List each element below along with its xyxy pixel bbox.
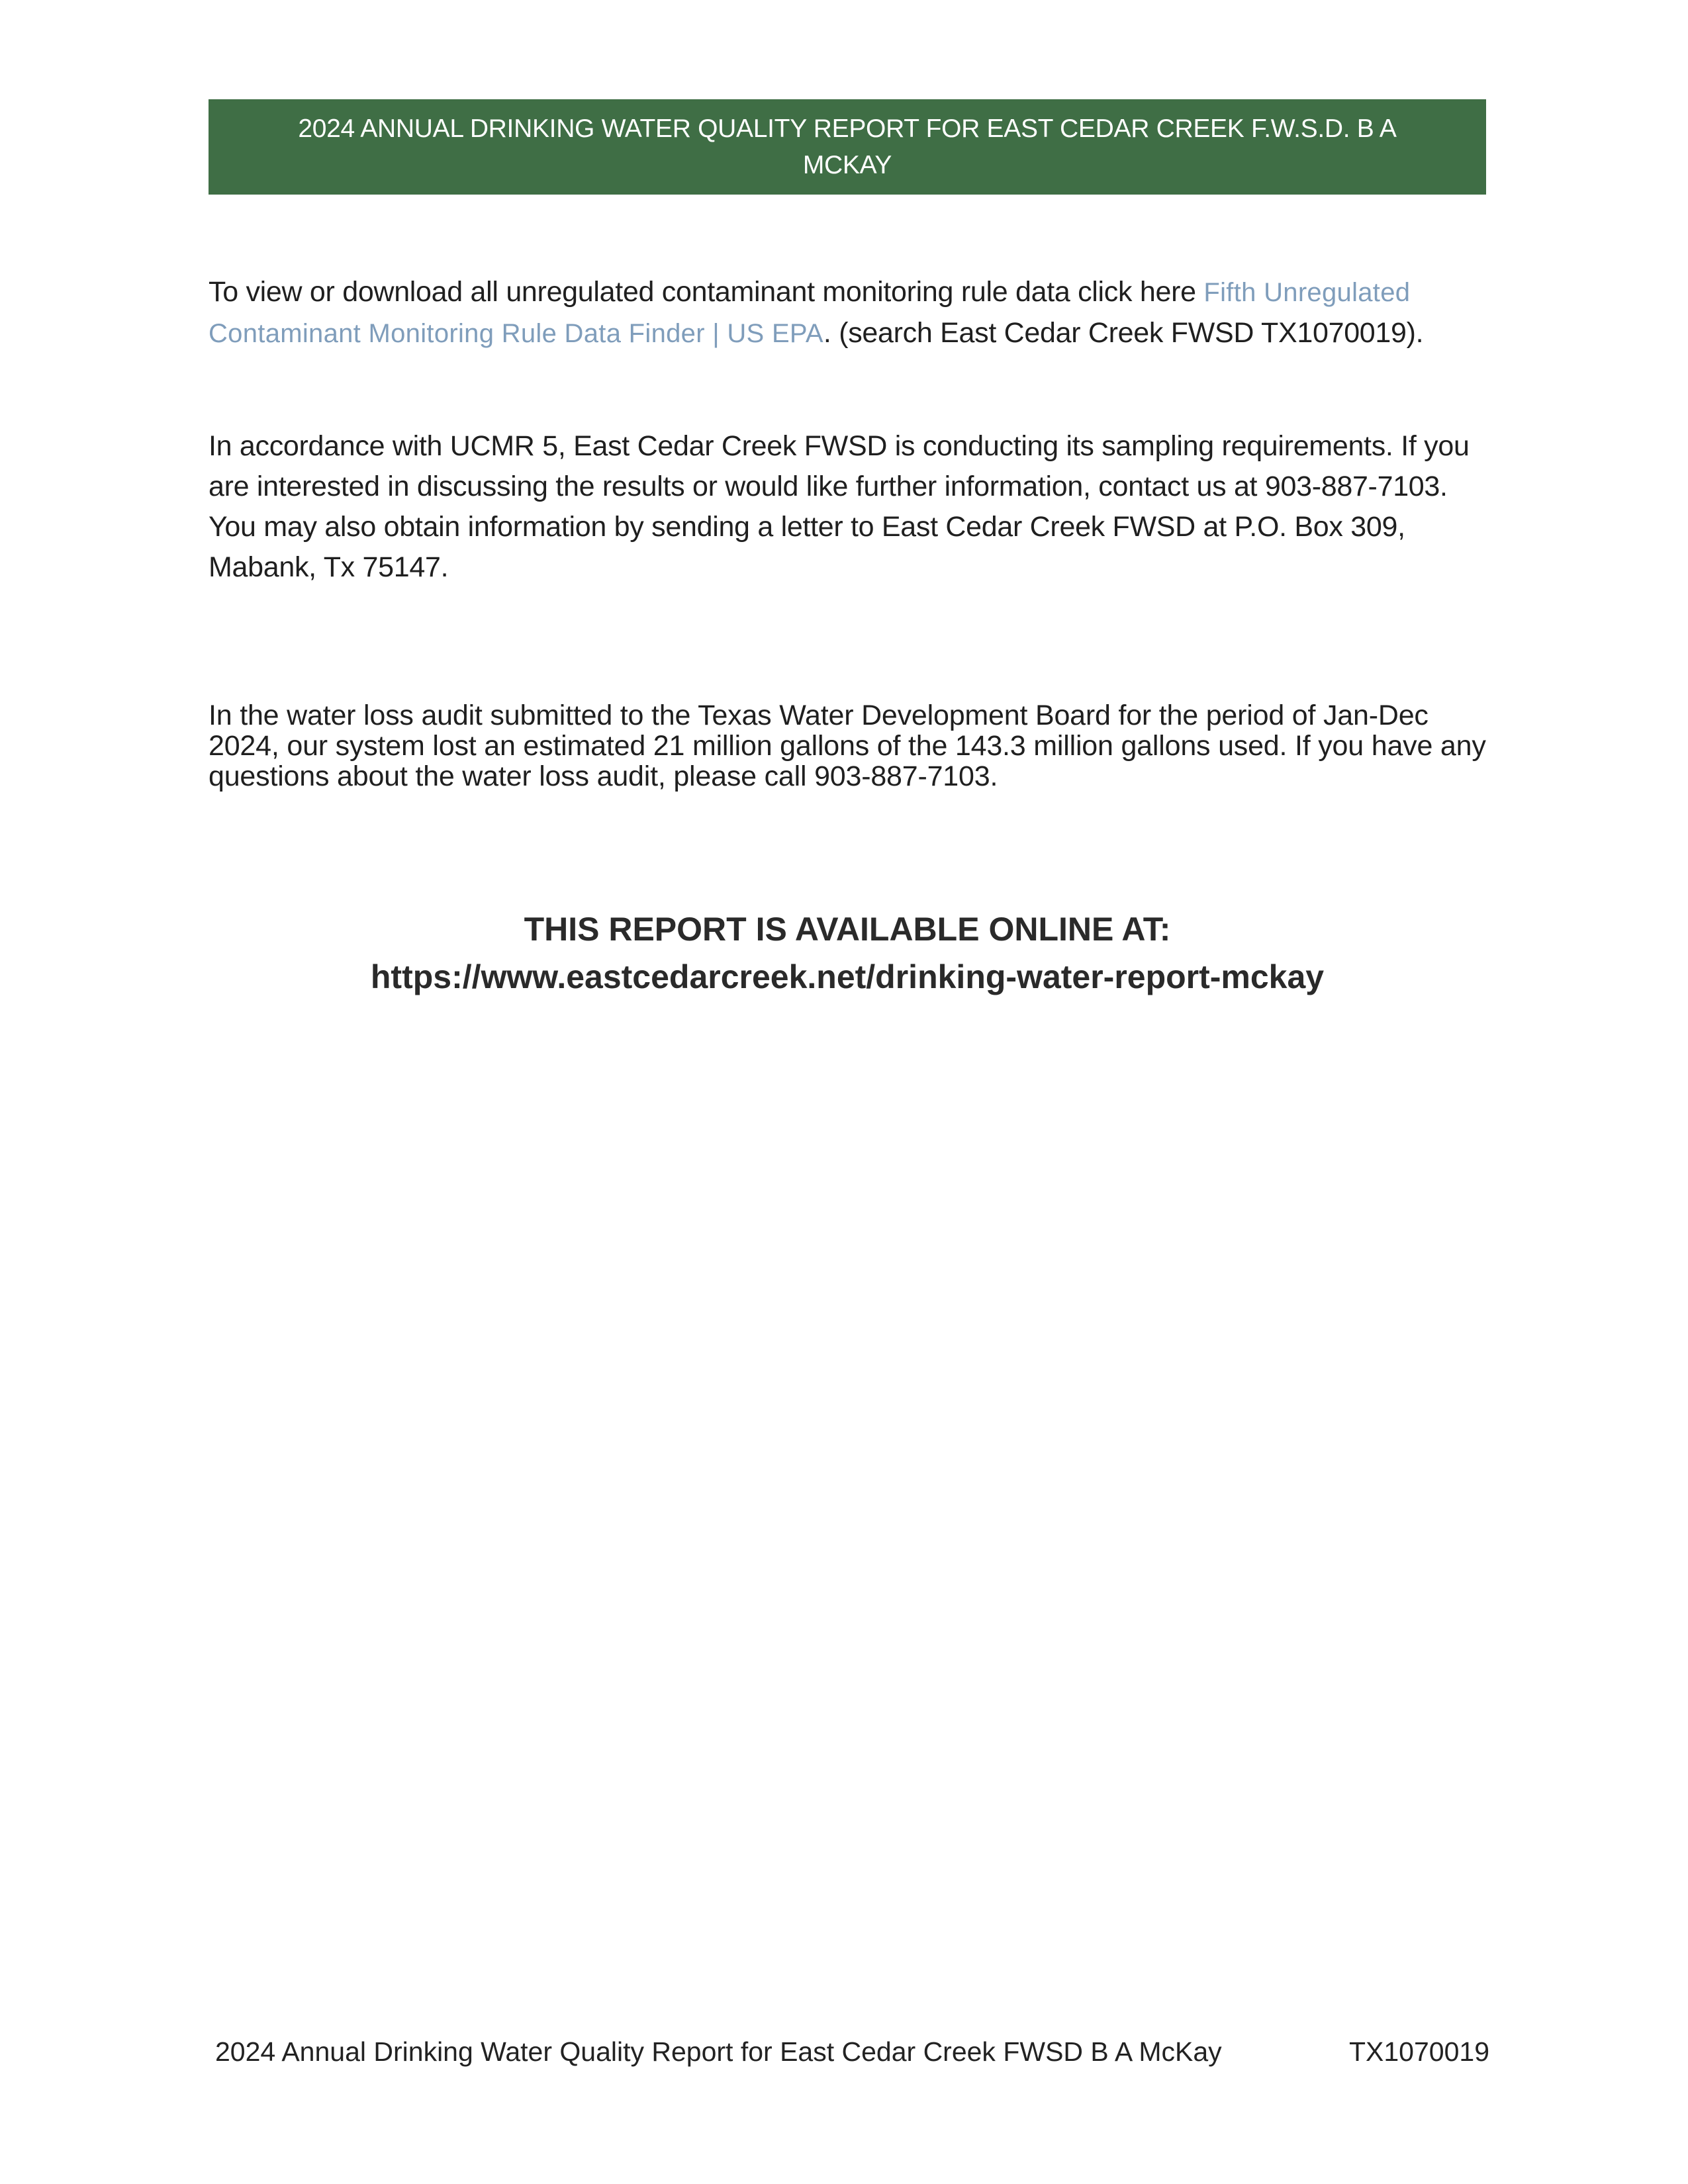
report-header-banner bbox=[209, 99, 1486, 195]
footer-system-id: TX1070019 bbox=[1348, 2036, 1489, 2067]
online-availability-heading: THIS REPORT IS AVAILABLE ONLINE AT: bbox=[524, 911, 1171, 948]
footer-report-title: 2024 Annual Drinking Water Quality Report for East Cedar Creek FWSD B A McKay bbox=[215, 2036, 1222, 2067]
ucmr-intro-text: To view or download all unregulated contaminant monitoring rule data click here bbox=[209, 276, 1196, 308]
report-title: 2024 ANNUAL DRINKING WATER QUALITY REPORT FOR EAST CEDAR CREEK F.W.S.D. B A MCKAY bbox=[298, 114, 1397, 179]
ucmr-search-hint: . (search East Cedar Creek FWSD TX1070019). bbox=[823, 317, 1424, 349]
ucmr-data-paragraph bbox=[209, 272, 1489, 354]
ucmr-data-finder-link[interactable]: Fifth Unregulated Contaminant Monitoring Rule Data Finder | US EPA bbox=[209, 278, 1411, 348]
report-url[interactable]: https://www.eastcedarcreek.net/drinking-water-report-mckay bbox=[370, 958, 1325, 995]
ucmr5-sampling-paragraph: In accordance with UCMR 5, East Cedar Creek FWSD is conducting its sampling requirements. If you are interested in discussing the results or would like further information, contact us at 903-887-7103. You may also obtain information by sending a letter to East Cedar Creek FWSD at P.O. Box 309, Mabank, Tx 75147. bbox=[209, 430, 1470, 583]
water-loss-paragraph: In the water loss audit submitted to the Texas Water Development Board for the period of Jan-Dec 2024, our system lost an estimated 21 million gallons of the 143.3 million gallons used. If you have any questions about the water loss audit, please call 903-887-7103. bbox=[209, 700, 1486, 792]
